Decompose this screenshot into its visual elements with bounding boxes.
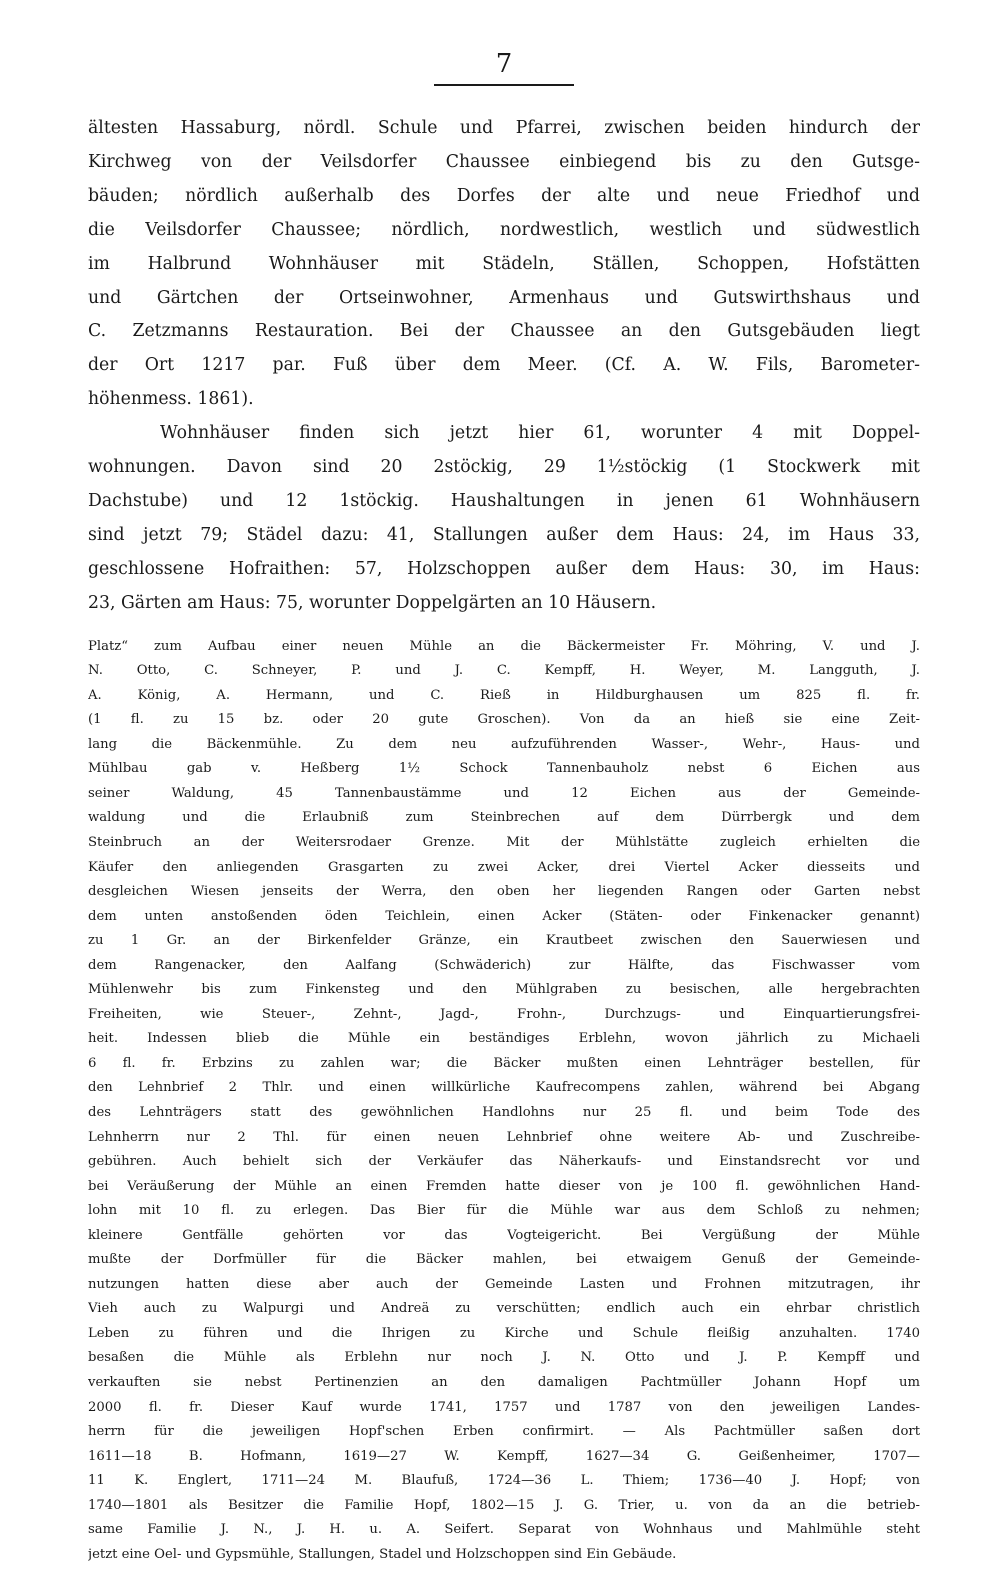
- footnote-line: Mühlbau gab v. Heßberg 1½ Schock Tannenbauholz nebst 6 Eichen aus: [88, 761, 920, 777]
- footnote-line: gebühren. Auch behielt sich der Verkäufer das Näherkaufs- und Einstandsrecht vor und: [88, 1154, 920, 1170]
- main-text-line: Dachstube) und 12 1stöckig. Haushaltungen in jenen 61 Wohnhäusern: [88, 490, 920, 511]
- main-text-line: Kirchweg von der Veilsdorfer Chaussee einbiegend bis zu den Gutsge-: [88, 151, 920, 172]
- footnote-line: Freiheiten, wie Steuer-, Zehnt-, Jagd-, Frohn-, Durchzugs- und Einquartierungsfrei-: [88, 1006, 920, 1022]
- footnote-line: lohn mit 10 fl. zu erlegen. Das Bier für die Mühle war aus dem Schloß zu nehmen;: [88, 1203, 920, 1219]
- footnote-line: Lehnherrn nur 2 Thl. für einen neuen Lehnbrief ohne weitere Ab- und Zuschreibe-: [88, 1129, 920, 1145]
- footnote-line: Vieh auch zu Walpurgi und Andreä zu verschütten; endlich auch ein ehrbar christlich: [88, 1301, 920, 1317]
- footnote-line: herrn für die jeweiligen Hopf'schen Erben confirmirt. — Als Pachtmüller saßen dort: [88, 1424, 920, 1440]
- footnote-line: Leben zu führen und die Ihrigen zu Kirche und Schule fleißig anzuhalten. 1740: [88, 1325, 920, 1341]
- main-text-line: geschlossene Hofraithen: 57, Holzschoppen außer dem Haus: 30, im Haus:: [88, 558, 920, 579]
- footnote-line: dem Rangenacker, den Aalfang (Schwäderich) zur Hälfte, das Fischwasser vom: [88, 957, 920, 973]
- footnote-line: A. König, A. Hermann, und C. Rieß in Hildburghausen um 825 fl. fr.: [88, 687, 920, 703]
- footnote-line: nutzungen hatten diese aber auch der Gemeinde Lasten und Frohnen mitzutragen, ihr: [88, 1276, 920, 1292]
- footnote-line: Käufer den anliegenden Grasgarten zu zwei Acker, drei Viertel Acker diesseits und: [88, 859, 920, 875]
- footnote-line: desgleichen Wiesen jenseits der Werra, den oben her liegenden Rangen oder Garten nebst: [88, 884, 920, 900]
- footnote-line: Platz“ zum Aufbau einer neuen Mühle an die Bäckermeister Fr. Möhring, V. und J.: [88, 638, 920, 654]
- footnote-line: lang die Bäckenmühle. Zu dem neu aufzuführenden Wasser-, Wehr-, Haus- und: [88, 736, 920, 752]
- footnote-line: Mühlenwehr bis zum Finkensteg und den Mühlgraben zu besischen, alle hergebrachten: [88, 982, 920, 998]
- footnote-line: same Familie J. N., J. H. u. A. Seifert. Separat von Wohnhaus und Mahlmühle steht: [88, 1522, 920, 1538]
- footnote-line: seiner Waldung, 45 Tannenbaustämme und 12 Eichen aus der Gemeinde-: [88, 785, 920, 801]
- footnote-line: mußte der Dorfmüller für die Bäcker mahlen, bei etwaigem Genuß der Gemeinde-: [88, 1252, 920, 1268]
- main-text-line: höhenmess. 1861).: [88, 389, 254, 410]
- footnote-line: besaßen die Mühle als Erblehn nur noch J. N. Otto und J. P. Kempff und: [88, 1350, 920, 1366]
- main-text-line: 23, Gärten am Haus: 75, worunter Doppelgärten an 10 Häusern.: [88, 592, 657, 613]
- main-text-line: die Veilsdorfer Chaussee; nördlich, nordwestlich, westlich und südwestlich: [88, 219, 920, 240]
- footnote-line: jetzt eine Oel- und Gypsmühle, Stallungen, Stadel und Holzschoppen sind Ein Gebäude.: [88, 1546, 677, 1562]
- main-text-line: sind jetzt 79; Städel dazu: 41, Stallungen außer dem Haus: 24, im Haus 33,: [88, 524, 920, 545]
- footnote-line: 11 K. Englert, 1711—24 M. Blaufuß, 1724—36 L. Thiem; 1736—40 J. Hopf; von: [88, 1473, 920, 1489]
- main-text-line: Wohnhäuser finden sich jetzt hier 61, worunter 4 mit Doppel-: [160, 423, 920, 444]
- footnote-line: den Lehnbrief 2 Thlr. und einen willkürliche Kaufrecompens zahlen, während bei Abgang: [88, 1080, 920, 1096]
- main-text-line: bäuden; nördlich außerhalb des Dorfes der alte und neue Friedhof und: [88, 185, 920, 206]
- footnote-line: 1740—1801 als Besitzer die Familie Hopf, 1802—15 J. G. Trier, u. von da an die betrieb-: [88, 1497, 920, 1513]
- page-number: 7: [495, 49, 513, 79]
- footnote-line: 6 fl. fr. Erbzins zu zahlen war; die Bäcker mußten einen Lehnträger bestellen, für: [88, 1055, 920, 1071]
- main-text-line: C. Zetzmanns Restauration. Bei der Chaussee an den Gutsgebäuden liegt: [88, 321, 920, 342]
- footnote-line: N. Otto, C. Schneyer, P. und J. C. Kempff, H. Weyer, M. Langguth, J.: [88, 663, 920, 679]
- footnote-line: dem unten anstoßenden öden Teichlein, einen Acker (Stäten- oder Finkenacker genannt): [88, 908, 920, 924]
- footnote-line: waldung und die Erlaubniß zum Steinbrechen auf dem Dürrbergk und dem: [88, 810, 920, 826]
- footnote-line: (1 fl. zu 15 bz. oder 20 gute Groschen). Von da an hieß sie eine Zeit-: [88, 712, 920, 728]
- footnote-line: 1611—18 B. Hofmann, 1619—27 W. Kempff, 1627—34 G. Geißenheimer, 1707—: [88, 1448, 920, 1464]
- footnote-line: bei Veräußerung der Mühle an einen Fremden hatte dieser von je 100 fl. gewöhnlichen Hand-: [88, 1178, 920, 1194]
- footnote-line: des Lehnträgers statt des gewöhnlichen Handlohns nur 25 fl. und beim Tode des: [88, 1104, 920, 1120]
- main-text-line: ältesten Hassaburg, nördl. Schule und Pfarrei, zwischen beiden hindurch der: [88, 118, 920, 138]
- footnote-text: [88, 635, 920, 1568]
- footnote-line: zu 1 Gr. an der Birkenfelder Gränze, ein Krautbeet zwischen den Sauerwiesen und: [88, 933, 920, 949]
- main-text-line: und Gärtchen der Ortseinwohner, Armenhaus und Gutswirthshaus und: [88, 287, 920, 308]
- document-page: [88, 48, 920, 1567]
- main-text-line: der Ort 1217 par. Fuß über dem Meer. (Cf. A. W. Fils, Barometer-: [88, 355, 920, 376]
- footnote-line: verkauften sie nebst Pertinenzien an den damaligen Pachtmüller Johann Hopf um: [88, 1375, 920, 1390]
- footnote-line: kleinere Gentfälle gehörten vor das Vogteigericht. Bei Vergüßung der Mühle: [88, 1227, 920, 1243]
- footnote-line: Steinbruch an der Weitersrodaer Grenze. Mit der Mühlstätte zugleich erhielten die: [88, 834, 920, 850]
- main-text: [88, 112, 920, 621]
- main-text-line: im Halbrund Wohnhäuser mit Städeln, Ställen, Schoppen, Hofstätten: [88, 253, 920, 274]
- main-text-line: wohnungen. Davon sind 20 2stöckig, 29 1½stöckig (1 Stockwerk mit: [88, 457, 920, 478]
- footnote-line: 2000 fl. fr. Dieser Kauf wurde 1741, 1757 und 1787 von den jeweiligen Landes-: [88, 1399, 920, 1415]
- page-number-rule: [434, 84, 574, 86]
- footnote-line: heit. Indessen blieb die Mühle ein beständiges Erblehn, wovon jährlich zu Michaeli: [88, 1031, 920, 1047]
